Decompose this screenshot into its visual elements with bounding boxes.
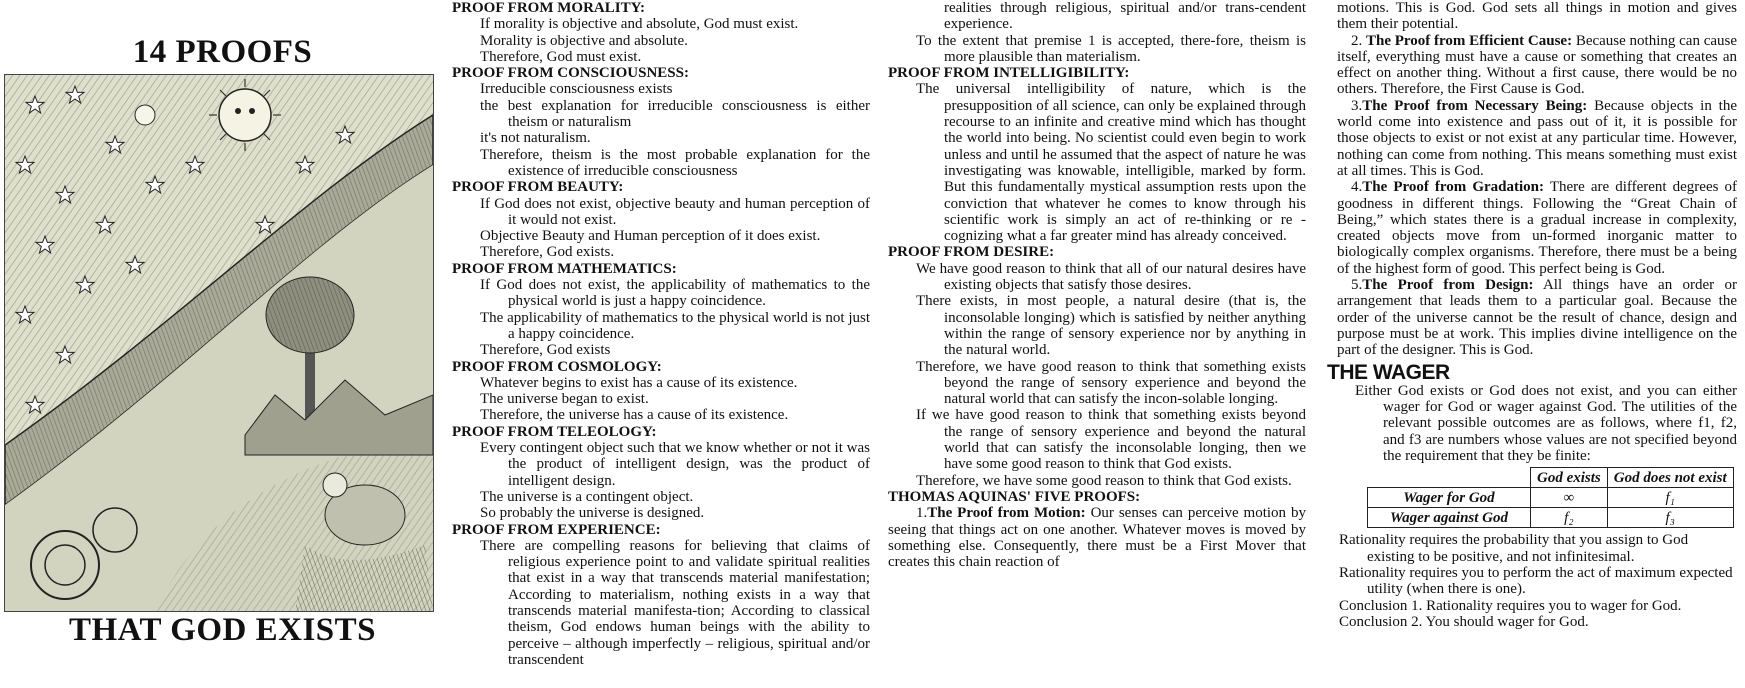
- proof-2-text: Because nothing can cause itself, everything must have a cause or something that creates an effect on another thing. Without a first cause, there would be no others. Therefore, the First Cause is God.: [1337, 32, 1738, 98]
- experience-line-2: To the extent that premise 1 is accepted, there-fore, theism is more plausible than materialism.: [916, 32, 1306, 65]
- wager-table-row: [1368, 508, 1734, 528]
- aquinas-proof-4: [1337, 179, 1737, 277]
- mathematics-line-1: If God does not exist, the applicability of mathematics to the physical world is just a happy coincidence.: [480, 277, 870, 310]
- beauty-line-3: Therefore, God exists.: [480, 244, 615, 261]
- wager-intro: Either God exists or God does not exist, and you can either wager for God or wager against God. The utilities of the relevant possible outcomes are as follows, where f1, f2, and f3 are numbers whose values are not specified beyond the requirement that they be finite:: [1355, 382, 1737, 465]
- aquinas-proof-1: [888, 505, 1306, 570]
- heading-aquinas: THOMAS AQUINAS' FIVE PROOFS:: [888, 488, 1141, 505]
- proof-5-text: All things have an order or arrangement that leads them to a particular goal. Because the order of the universe cannot be the result of chance, design and purpose must be at work. This implies divine intelligence on the part of the designer. This is God.: [1337, 277, 1737, 359]
- proof-4-number: 4.: [1351, 179, 1363, 196]
- cosmology-line-1: Whatever begins to exist has a cause of its existence.: [480, 374, 798, 391]
- heading-desire: PROOF FROM DESIRE:: [888, 244, 1055, 261]
- morality-line-3: Therefore, God must exist.: [480, 48, 642, 65]
- desire-line-3: Therefore, we have good reason to think that something exists beyond the range of sensory experience and beyond the natural world that can satisfy the incon-solable longing.: [916, 358, 1306, 408]
- wager-line-2: Rationality requires you to perform the act of maximum expected utility (when there is one).: [1339, 564, 1733, 598]
- aquinas-proof-5: [1337, 277, 1737, 358]
- consciousness-line-3: it's not naturalism.: [480, 130, 591, 147]
- wager-row-against-god: Wager against God: [1368, 508, 1531, 528]
- wager-table-row: [1368, 488, 1734, 508]
- heading-experience: PROOF FROM EXPERIENCE:: [452, 521, 661, 538]
- wager-table-corner: [1368, 468, 1531, 488]
- desire-line-5: Therefore, we have some good reason to think that God exists.: [916, 472, 1292, 489]
- proof-5-title: The Proof from Design:: [1362, 277, 1534, 294]
- heading-beauty: PROOF FROM BEAUTY:: [452, 179, 624, 196]
- heading-consciousness: PROOF FROM CONSCIOUSNESS:: [452, 65, 689, 82]
- heading-wager: THE WAGER: [1327, 360, 1450, 384]
- proof-1-continued: motions. This is God. God sets all things in motion and gives them their potential.: [1337, 0, 1737, 33]
- aquinas-proof-3: [1337, 98, 1737, 179]
- proof-1-text: Our senses can perceive motion by seeing that things act on one another. Whatever moves is moved by something else. Consequently, there must be a First Mover that creates this chain reaction of: [888, 505, 1306, 571]
- consciousness-line-2: the best explanation for irreducible consciousness is either theism or naturalism: [480, 97, 870, 131]
- cosmology-line-2: The universe began to exist.: [480, 391, 649, 408]
- wager-cell-r1c1: ∞: [1531, 488, 1608, 508]
- proof-3-number: 3.: [1351, 97, 1363, 114]
- wager-cell-r1c2: f₁: [1607, 488, 1733, 508]
- beauty-line-2: Objective Beauty and Human perception of it does exist.: [480, 228, 821, 245]
- intelligibility-line-1: The universal intelligibility of nature, which is the presupposition of all science, can only be explained through recourse to an infinite and creative mind which has thought the world into being. No scientist could even begin to work unless and until he assumed that the aspect of nature he was investigating was knowable, intelligible, marked by form. But this fundamentally mystical assumption rests upon the conviction that whatever he comes to know through his scientific work is simply an act of re-thinking or re -cognizing what a far greater mind has already conceived.: [916, 81, 1306, 245]
- title-bottom: THAT GOD EXISTS: [68, 612, 377, 648]
- heading-teleology: PROOF FROM TELEOLOGY:: [452, 423, 657, 440]
- morality-line-2: Morality is objective and absolute.: [480, 32, 688, 49]
- experience-line-1: There are compelling reasons for believing that claims of religious experience point to and validate spiritual realities that exist in a way that transcends material manifestation; According to materialism, nothing exists in a way that transcends material manifesta-tion; According to classical theism, God endows human beings with the ability to perceive – although imperfectly – religious, spiritual and/or transcendent: [480, 537, 870, 668]
- proof-3-title: The Proof from Necessary Being:: [1362, 97, 1588, 114]
- wager-cell-r2c2: f₃: [1607, 508, 1733, 528]
- wager-conclusion-1: Conclusion 1. Rationality requires you to wager for God.: [1339, 597, 1682, 614]
- teleology-line-2: The universe is a contingent object.: [480, 488, 694, 505]
- proof-4-text: There are different degrees of goodness in different things. Following the “Great Chain of Being,” which states there is a gradual increase in complexity, created objects move from un-formed inorganic matter to biologically complex organisms. Therefore, there must be a being of the highest form of good. This perfect being is God.: [1337, 179, 1738, 277]
- wager-col-god-exists: God exists: [1531, 468, 1608, 488]
- consciousness-line-4: Therefore, theism is the most probable explanation for the existence of irreducible consciousness: [480, 146, 870, 179]
- proof-2-number: 2.: [1351, 32, 1366, 49]
- heading-cosmology: PROOF FROM COSMOLOGY:: [452, 358, 662, 375]
- teleology-line-3: So probably the universe is designed.: [480, 505, 705, 522]
- heading-mathematics: PROOF FROM MATHEMATICS:: [452, 260, 677, 277]
- column-3: [1327, 0, 1738, 630]
- wager-table-header-row: [1368, 468, 1734, 488]
- desire-line-1: We have good reason to think that all of our natural desires have existing objects that satisfy those desires.: [916, 260, 1306, 294]
- teleology-line-1: Every contingent object such that we know whether or not it was the product of intelligent design, was the product of intelligent design.: [480, 440, 870, 489]
- beauty-line-1: If God does not exist, objective beauty and human perception of it would not exist.: [480, 195, 870, 228]
- column-2: [888, 0, 1306, 570]
- proof-4-title: The Proof from Gradation:: [1362, 179, 1545, 196]
- title-top: 14 PROOFS: [132, 34, 313, 70]
- proof-3-text: Because objects in the world come into existence and pass out of it, it is possible for those objects to exist or not exist at any particular time. However, nothing can come from nothing. This means something must exist at all times. This is God.: [1337, 97, 1737, 179]
- morality-line-1: If morality is objective and absolute, God must exist.: [480, 16, 799, 33]
- heading-intelligibility: PROOF FROM INTELLIGIBILITY:: [888, 65, 1130, 82]
- proof-2-title: The Proof from Efficient Cause:: [1366, 32, 1573, 49]
- wager-line-1: Rationality requires the probability that you assign to God existing to be positive, and not infinitesimal.: [1339, 532, 1689, 565]
- wager-col-god-not-exist: God does not exist: [1607, 468, 1733, 488]
- mathematics-line-3: Therefore, God exists: [480, 342, 611, 359]
- experience-continued: realities through religious, spiritual and/or trans-cendent experience.: [944, 0, 1306, 33]
- wager-cell-r2c1: f₂: [1531, 508, 1608, 528]
- consciousness-line-1: Irreducible consciousness exists: [480, 81, 673, 98]
- wager-row-for-god: Wager for God: [1368, 488, 1531, 508]
- proof-1-number: 1.: [916, 505, 928, 522]
- heading-morality: PROOF FROM MORALITY:: [452, 0, 646, 16]
- proof-1-title: The Proof from Motion:: [927, 505, 1086, 522]
- wager-conclusion-2: Conclusion 2. You should wager for God.: [1339, 613, 1589, 630]
- column-1: [452, 0, 870, 668]
- wager-table: [1367, 467, 1734, 528]
- desire-line-4: If we have good reason to think that something exists beyond the range of sensory experience and beyond the natural world that can satisfy the inconsolable longing, then we have some good reason to think that God exists.: [916, 407, 1306, 473]
- cosmology-line-3: Therefore, the universe has a cause of its existence.: [480, 407, 789, 424]
- desire-line-2: There exists, in most people, a natural desire (that is, the inconsolable longing) which is satisfied by neither anything within the range of sensory experience nor by anything in the natural world.: [916, 293, 1306, 359]
- aquinas-proof-2: [1337, 33, 1737, 98]
- mathematics-line-2: The applicability of mathematics to the physical world is not just a happy coincidence.: [480, 309, 870, 342]
- proof-5-number: 5.: [1351, 277, 1363, 294]
- celestial-engraving-icon: [4, 74, 434, 612]
